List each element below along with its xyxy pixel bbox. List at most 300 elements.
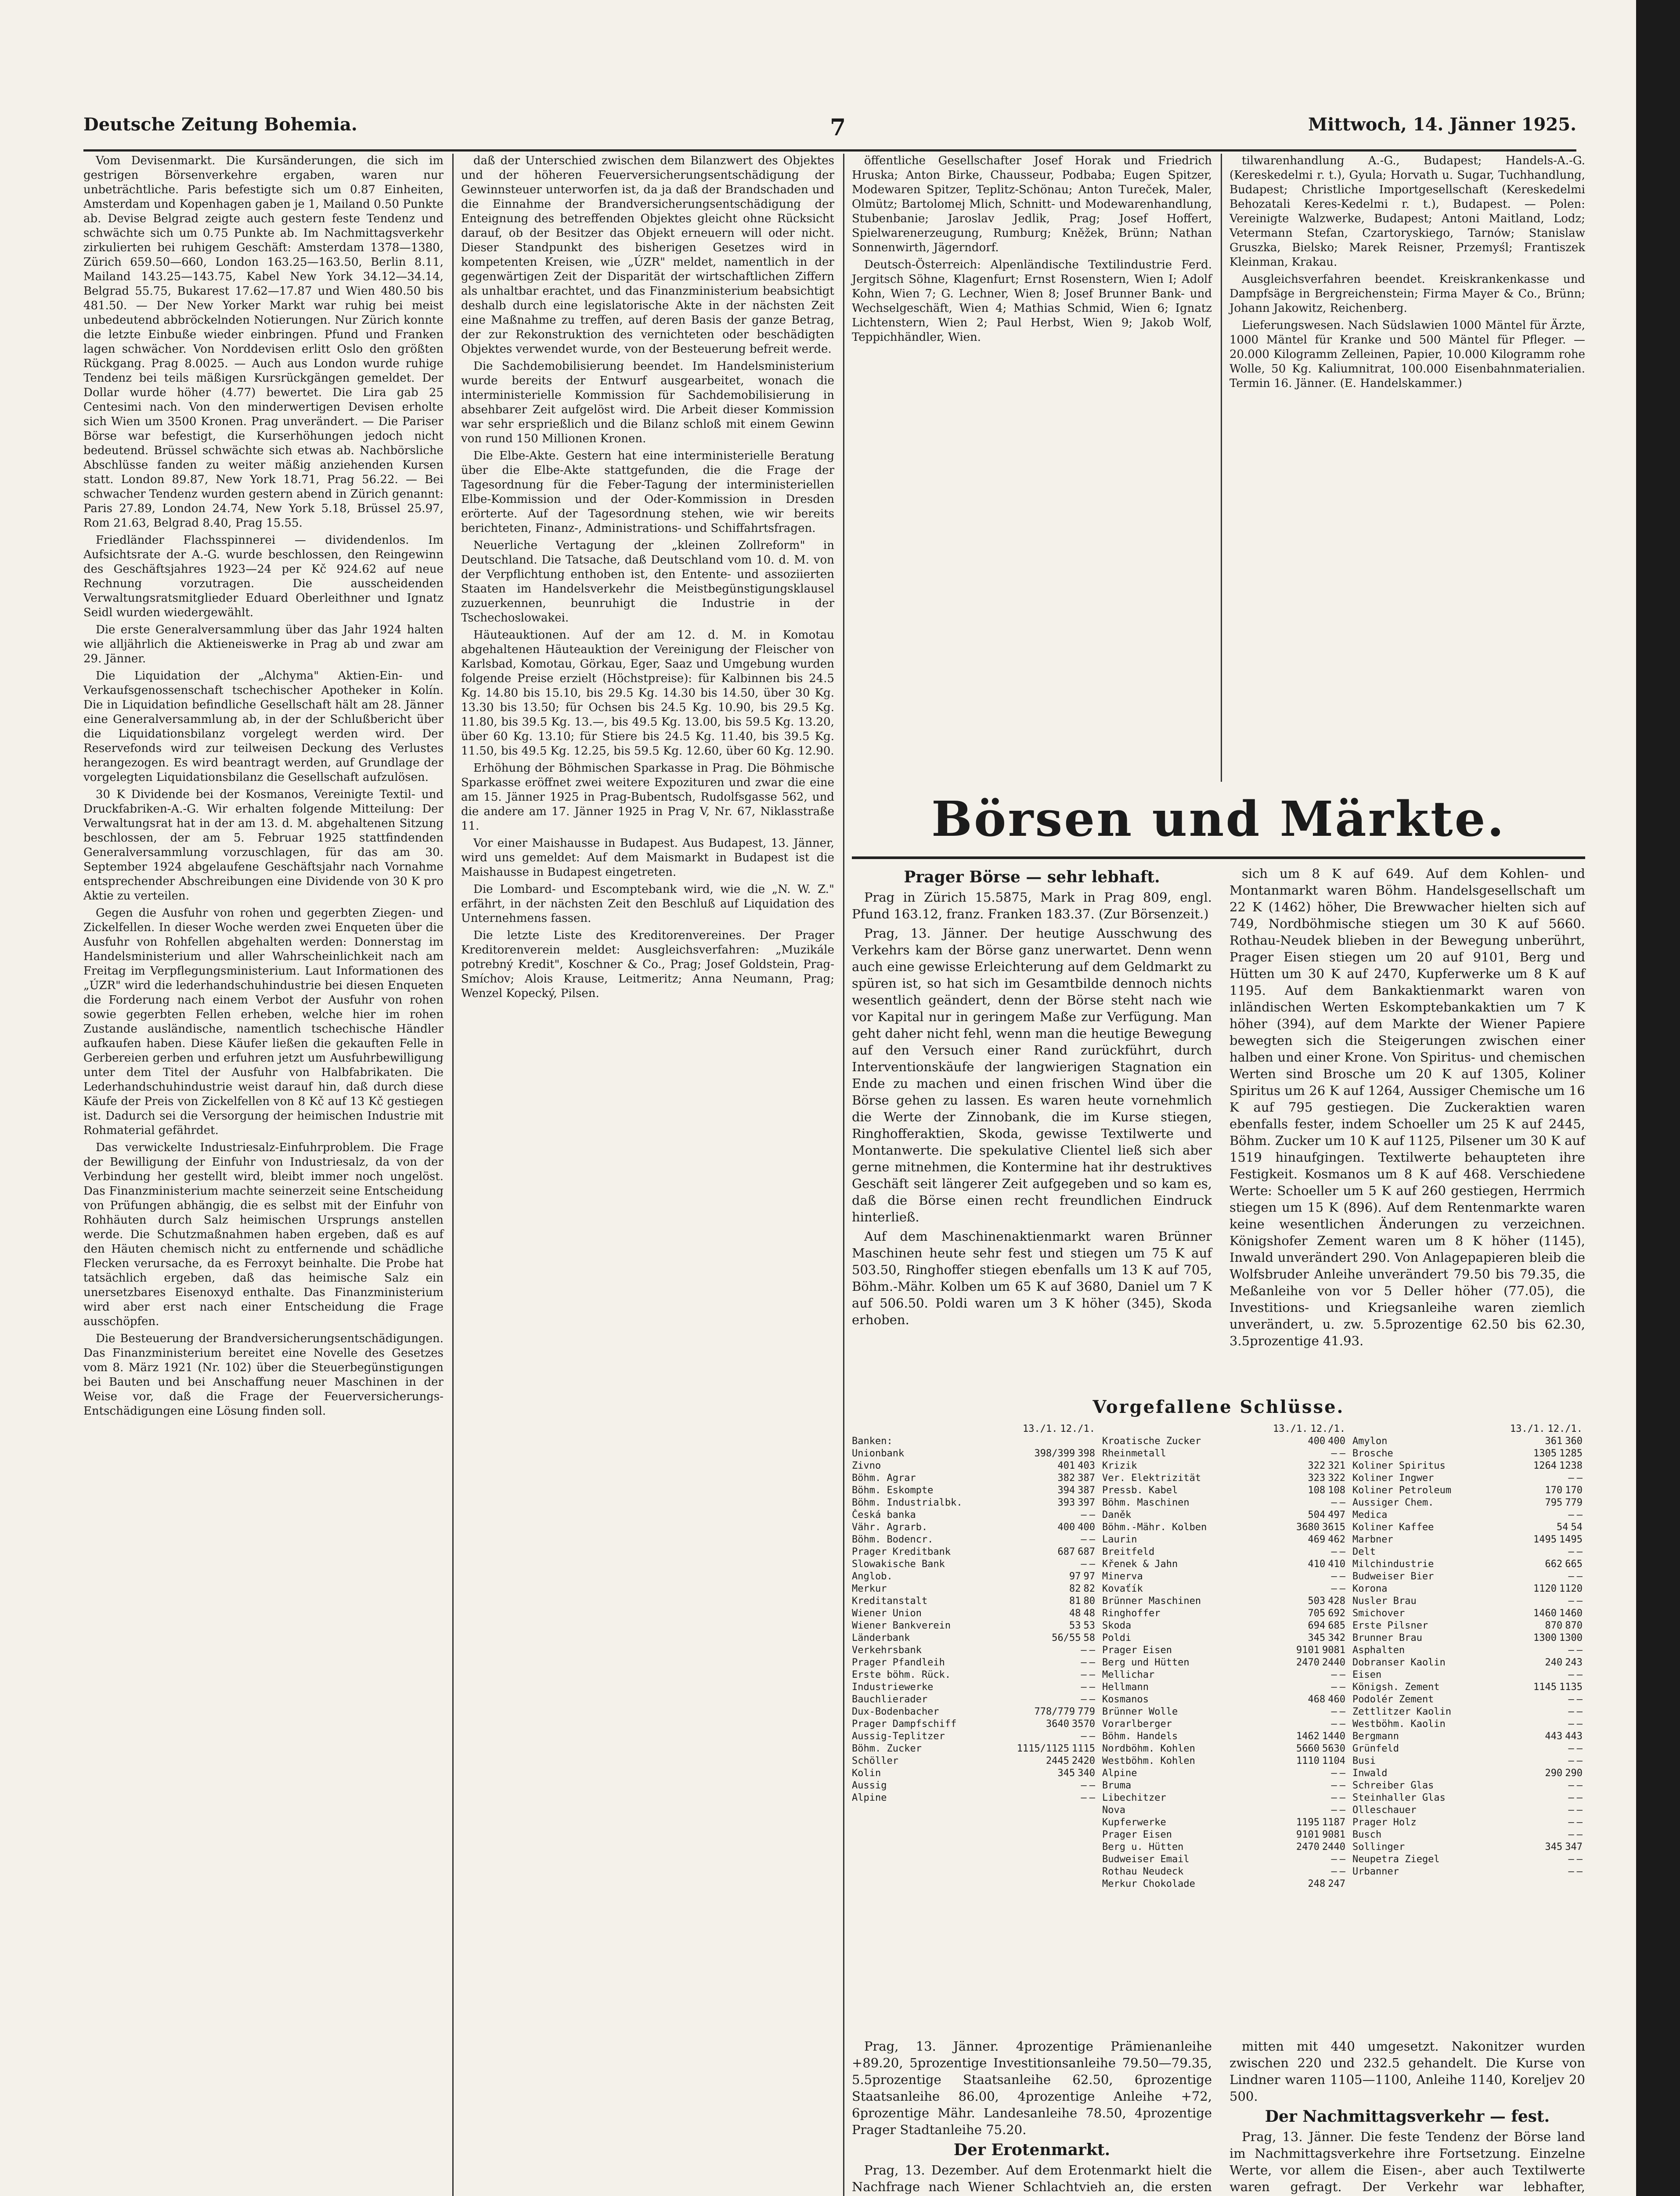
stock-name: Banken: — [852, 1436, 893, 1447]
quotes-table-1 — [852, 1423, 1098, 1804]
stock-quote: 56/55 — [1052, 1633, 1081, 1643]
stock-quote: 5660 — [1296, 1743, 1320, 1754]
stock-name: Ringhoffer — [1102, 1608, 1161, 1619]
stock-quote: 687 — [1078, 1546, 1095, 1557]
stock-quote: — — [1568, 1829, 1574, 1840]
stock-quote: — — [1089, 1559, 1095, 1570]
stock-name: Anglob. — [852, 1571, 893, 1582]
table-row — [1102, 1435, 1348, 1448]
stock-quote: — — [1576, 1829, 1583, 1840]
article-deutsch-oesterreich: Deutsch-Österreich: Alpenländische Textilindustrie Ferd. Jergitsch Söhne, Klagenfurt; Ernst Rosenstern, Wien I; Adolf Kohn, Wien 7; G. Lechner, Wien 8; Josef Brunner Bank- und Wechselgeschäft, Wien 4; Mathias Schmid, Wien 6; Ignatz Lichtenstern, Wien 2; Paul Herbst, Wien 9; Jakob Wolf, Teppichhändler, Wien. — [852, 258, 1212, 344]
stock-name: Aussig-Teplitzer — [852, 1731, 945, 1742]
table-title: Vorgefallene Schlüsse. — [1092, 1397, 1345, 1417]
stock-name: Pressb. Kabel — [1102, 1485, 1178, 1496]
table-row — [1102, 1817, 1348, 1829]
stock-quote: — — [1339, 1669, 1345, 1680]
stock-quote: — — [1339, 1706, 1345, 1717]
stock-quote: — — [1331, 1546, 1337, 1557]
stock-quote: — — [1576, 1755, 1583, 1766]
stock-quote: — — [1089, 1510, 1095, 1521]
stock-name: Ver. Elektrizität — [1102, 1473, 1201, 1484]
table-row — [1352, 1448, 1585, 1460]
article-escomptebank: Die Lombard- und Escomptebank wird, wie die „N. W. Z." erfährt, in der nächsten Zeit den Beschluß auf Liquidation des Unternehmens fassen. — [461, 883, 834, 925]
article-haeuteauktionen: Häuteauktionen. Auf der am 12. d. M. in Komotau abgehaltenen Häuteauktion der Vereinigung der Fleischer von Karlsbad, Komotau, Görkau, Eger, Saaz und Umgebung wurden folgende Preise erzielt (Höchstpreise): für Kalbinnen bis 24.5 Kg. 14.80 bis 15.10, bis 29.5 Kg. 14.30 bis 14.50, über 30 Kg. 13.30 bis 13.50; für Ochsen bis 24.5 Kg. 10.90, bis 29.5 Kg. 11.80, bis 39.5 Kg. 13.—, bis 49.5 Kg. 13.00, bis 59.5 Kg. 13.20, über 60 Kg. 13.10; für Stiere bis 24.5 Kg. 11.40, bis 39.5 Kg. 11.50, bis 49.5 Kg. 12.25, bis 59.5 Kg. 12.60, über 60 Kg. 12.90. — [461, 628, 834, 758]
stock-name: Schöller — [852, 1755, 898, 1766]
stock-quote: 2470 — [1296, 1842, 1320, 1853]
table-row — [852, 1595, 1098, 1607]
table-row — [1352, 1718, 1585, 1730]
table-row — [852, 1571, 1098, 1583]
stock-quote: — — [1331, 1571, 1337, 1582]
stock-quote: 468 — [1308, 1694, 1326, 1705]
header-date: 12./1. — [1060, 1423, 1095, 1434]
table-header — [1102, 1423, 1348, 1435]
column-rule — [843, 154, 844, 2196]
stock-quote: — — [1089, 1780, 1095, 1791]
stock-name: Bruma — [1102, 1780, 1132, 1791]
table-row — [1352, 1657, 1585, 1669]
stock-name: Brünner Maschinen — [1102, 1596, 1201, 1607]
table-row — [852, 1681, 1098, 1694]
table-row — [852, 1755, 1098, 1767]
stock-name: Kosmanos — [1102, 1694, 1149, 1705]
stock-name: Böhm. Eskompte — [852, 1485, 934, 1496]
stock-quote: — — [1081, 1657, 1087, 1668]
header-date: Mittwoch, 14. Jänner 1925. — [1308, 114, 1576, 135]
table-row — [1102, 1632, 1348, 1644]
stock-name: Budweiser Email — [1102, 1854, 1190, 1865]
stock-quote: 9081 — [1322, 1829, 1345, 1840]
stock-quote: — — [1331, 1792, 1337, 1803]
stock-quote: 662 — [1545, 1559, 1563, 1570]
stock-name: Berg und Hütten — [1102, 1657, 1190, 1668]
stock-name: Nova — [1102, 1805, 1125, 1816]
stock-name: Merkur Chokolade — [1102, 1878, 1195, 1889]
header-date: 12./1. — [1310, 1423, 1345, 1434]
stock-quote: 685 — [1328, 1620, 1345, 1631]
table-row — [1352, 1484, 1585, 1497]
stock-quote: 1460 — [1533, 1608, 1557, 1619]
table-row — [852, 1718, 1098, 1730]
table-row — [1102, 1755, 1348, 1767]
stock-name: Schreiber Glas — [1352, 1780, 1434, 1791]
stock-name: Kupferwerke — [1102, 1817, 1166, 1828]
stock-name: Busch — [1352, 1829, 1382, 1840]
table-row — [1352, 1620, 1585, 1632]
stock-name: Wiener Bankverein — [852, 1620, 951, 1631]
stock-name: Wiener Union — [852, 1608, 922, 1619]
stock-quote: — — [1331, 1768, 1337, 1779]
header-blank — [1352, 1423, 1510, 1435]
article-flachsspinnerei: Friedländer Flachsspinnerei — dividendenlos. Im Aufsichtsrate der A.-G. wurde beschlossen, den Reingewinn des Geschäftsjahres 1923—24 per Kč 924.62 auf neue Rechnung vorzutragen. Die ausscheidenden Verwaltungsratsmitglieder Eduard Oberleithner und Ignatz Seidl wurden wiedergewählt. — [83, 534, 443, 619]
table-row — [852, 1521, 1098, 1534]
column-rule — [1221, 154, 1222, 782]
table-header — [1352, 1423, 1585, 1435]
stock-quote: 322 — [1328, 1473, 1345, 1484]
stock-name: Nordböhm. Kohlen — [1102, 1743, 1195, 1754]
table-row — [1102, 1509, 1348, 1521]
stock-quote: 1460 — [1559, 1608, 1583, 1619]
table-row — [1352, 1804, 1585, 1817]
stock-quote: 2440 — [1322, 1657, 1345, 1668]
article-ausgleich-list: öffentliche Gesellschafter Josef Horak und Friedrich Hruska; Anton Birke, Chausseur, Podbaba; Eugen Spitzer, Modewaren Spitzer, Teplitz-Schönau; Anton Tureček, Maler, Olmütz; Bartolomej Mlich, Schnitt- und Modewarenhandlung, Stubenbanie; Jaroslav Jedlik, Prag; Josef Hoffert, Spielwarenerzeugung, Rumburg; Kněžek, Brünn; Nathan Sonnenwirth, Jägerndorf. — [852, 154, 1212, 254]
table-row — [1352, 1558, 1585, 1571]
table-row — [852, 1448, 1098, 1460]
boerse-rates: Prag in Zürich 15.5875, Mark in Prag 809, engl. Pfund 163.12, franz. Franken 183.37. (Zur Börsenzeit.) — [852, 890, 1212, 921]
stock-quote: 428 — [1328, 1596, 1345, 1607]
stock-quote: 1120 — [1559, 1583, 1583, 1594]
stock-name: Aussig — [852, 1780, 887, 1791]
stock-quote: — — [1576, 1510, 1583, 1521]
stock-quote: — — [1339, 1768, 1345, 1779]
stock-quote: — — [1339, 1805, 1345, 1816]
stock-quote: 9081 — [1322, 1645, 1345, 1656]
stock-quote: 462 — [1328, 1534, 1345, 1545]
table-row — [1102, 1472, 1348, 1484]
stock-name: Rothau Neudeck — [1102, 1866, 1184, 1877]
quotes-table-3 — [1352, 1423, 1585, 1878]
header-blank — [1102, 1423, 1273, 1435]
table-row — [852, 1644, 1098, 1657]
stock-name: Vähr. Agrarb. — [852, 1522, 928, 1533]
erotenmarkt-heading: Der Erotenmarkt. — [953, 2141, 1110, 2159]
stock-quote: 342 — [1328, 1633, 1345, 1643]
article-kosmanos: 30 K Dividende bei der Kosmanos, Vereinigte Textil- und Druckfabriken-A.-G. Wir erhalten folgende Mitteilung: Der Verwaltungsrat hat in der am 13. d. M. abgehaltenen Sitzung beschlossen, der am 5. Februar 1925 stattfindenden Generalversammlung vorzuschlagen, für das am 30. September 1924 abgelaufene Geschäftsjahr nach Vornahme entsprechender Abschreibungen eine Dividende von 30 K pro Aktie zu verteilen. — [83, 788, 443, 903]
table-row — [1352, 1571, 1585, 1583]
stock-name: Sollinger — [1352, 1842, 1405, 1853]
stock-name: Rheinmetall — [1102, 1448, 1166, 1459]
scan-edge — [1636, 0, 1680, 2196]
stock-quote: 240 — [1545, 1657, 1563, 1668]
stock-quote: — — [1339, 1792, 1345, 1803]
stock-quote: — — [1331, 1706, 1337, 1717]
table-row — [1352, 1607, 1585, 1620]
table-row — [1102, 1484, 1348, 1497]
stock-quote: — — [1576, 1854, 1583, 1865]
stock-quote: — — [1568, 1510, 1574, 1521]
stock-quote: — — [1576, 1596, 1583, 1607]
table-row — [1102, 1841, 1348, 1853]
stock-quote: — — [1568, 1854, 1574, 1865]
stock-quote: 504 — [1308, 1510, 1326, 1521]
article-zickelfelle: Gegen die Ausfuhr von rohen und gegerbten Ziegen- und Zickelfellen. In dieser Woche werden zwei Enqueten über die Ausfuhr von Rohfellen abgehalten werden: Donnerstag im Handelsministerium und aller Wahrscheinlichkeit nach am Freitag im Verpflegungsministerium. Laut Informationen des „ÚZR" wird die lederhandschuhindustrie bei diesen Enqueten die Forderung nach einem Verbot der Ausfuhr von rohen sowie gegerbten Fellen erheben, welche hier im rohen Zustande ausländische, namentlich tschechische Händler aufkaufen haben. Diese Käufer ließen die gekauften Felle in Gerbereien gerben und erfuhren jetzt um Ausfuhrbewilligung unter dem Titel der Ausfuhr von Halbfabrikaten. Die Lederhandschuhindustrie weist darauf hin, daß durch diese Käufe der Preis von Zickelfellen von 8 Kč auf 13 Kč gestiegen ist. Dadurch sei die Versorgung der heimischen Industrie mit Rohmaterial gefährdet. — [83, 907, 443, 1137]
stock-quote: 393 — [1057, 1497, 1075, 1508]
stock-quote: 870 — [1545, 1620, 1563, 1631]
stock-quote: — — [1081, 1669, 1087, 1680]
table-row — [1102, 1669, 1348, 1681]
stock-quote: — — [1339, 1866, 1345, 1877]
table-row — [1102, 1657, 1348, 1669]
stock-quote: — — [1331, 1669, 1337, 1680]
stock-quote: 322 — [1308, 1460, 1326, 1471]
header-date: 13./1. — [1273, 1423, 1308, 1434]
stock-quote: 1120 — [1533, 1583, 1557, 1594]
stock-quote: 403 — [1078, 1460, 1095, 1471]
stock-quote: 778/779 — [1034, 1706, 1075, 1717]
stock-quote: 779 — [1078, 1706, 1095, 1717]
stock-quote: 694 — [1308, 1620, 1326, 1631]
stock-quote: — — [1576, 1743, 1583, 1754]
stock-quote: 779 — [1565, 1497, 1583, 1508]
table-row — [1352, 1521, 1585, 1534]
stock-name: Bergmann — [1352, 1731, 1399, 1742]
stock-quote: — — [1568, 1645, 1574, 1656]
table-row — [1352, 1497, 1585, 1509]
article-maishausse: Vor einer Maishausse in Budapest. Aus Budapest, 13. Jänner, wird uns gemeldet: Auf dem Maismarkt in Budapest ist die Maishausse in Budapest eingetreten. — [461, 837, 834, 879]
table-row — [1102, 1448, 1348, 1460]
stock-name: Prager Holz — [1352, 1817, 1417, 1828]
article-sachdemobilisierung: Die Sachdemobilisierung beendet. Im Handelsministerium wurde bereits der Entwurf ausgearbeitet, wonach die interministerielle Kommission für Sachdemobilisierung in absehbarer Zeit aufgelöst wird. Die Arbeit dieser Kommission war sehr ersprießlich und die Bilanz schloß mit einem Gewinn von rund 150 Millionen Kronen. — [461, 360, 834, 445]
table-row — [852, 1558, 1098, 1571]
stock-name: Verkehrsbank — [852, 1645, 922, 1656]
stock-quote: — — [1081, 1510, 1087, 1521]
stock-quote: — — [1576, 1792, 1583, 1803]
table-row — [1352, 1681, 1585, 1694]
stock-quote — [1095, 1435, 1098, 1448]
stock-quote: — — [1089, 1669, 1095, 1680]
nachmittag-report: Prag, 13. Jänner. Die feste Tendenz der Börse land im Nachmittagsverkehre ihre Fortsetzung. Einzelne Werte, vor allem die Eisen-, aber auch Textilwerte waren gefragt. Der Verkehr war lebhafter, — [1229, 2129, 1585, 2194]
stock-name: Böhm. Industrialbk. — [852, 1497, 963, 1508]
table-row — [852, 1694, 1098, 1706]
stock-quote: — — [1576, 1805, 1583, 1816]
stock-quote: 5630 — [1322, 1743, 1345, 1754]
below-table-right — [1229, 2038, 1585, 2196]
article-alchyma: Die Liquidation der „Alchyma" Aktien-Ein- und Verkaufsgenossenschaft tschechischer Apotheker in Kolín. Die in Liquidation befindliche Gesellschaft hält am 28. Jänner eine Generalversammlung ab, in der der Schlußbericht über die Liquidationsbilanz vorgelegt werden wird. Der Reservefonds wird zur teilweisen Deckung des Verlustes herangezogen. Es wird beantragt werden, auf Grundlage der vorgelegten Liquidationsbilanz die Gesellschaft aufzulösen. — [83, 669, 443, 784]
column-1 — [83, 154, 443, 1421]
stock-quote: 347 — [1565, 1842, 1583, 1853]
stock-name: Slowakische Bank — [852, 1559, 945, 1570]
stock-quote: 397 — [1078, 1497, 1095, 1508]
section-heading: Börsen und Märkte. — [931, 791, 1506, 847]
stock-quote: — — [1568, 1669, 1574, 1680]
stock-quote: — — [1089, 1645, 1095, 1656]
article-generalversammlung: Die erste Generalversammlung über das Jahr 1924 halten wie alljährlich die Aktieneiswerke in Prag ab und zwar am 29. Jänner. — [83, 623, 443, 665]
stock-quote: 321 — [1328, 1460, 1345, 1471]
stock-quote: 48 — [1069, 1608, 1081, 1619]
table-row — [852, 1792, 1098, 1804]
header-blank — [852, 1423, 1023, 1435]
stock-name: Prager Eisen — [1102, 1645, 1172, 1656]
stock-quote: — — [1081, 1792, 1087, 1803]
stock-quote: 97 — [1069, 1571, 1081, 1582]
article-kreditorenverein: Die letzte Liste des Kreditorenvereines. Der Prager Kreditorenverein meldet: Ausgleichsverfahren: „Muzikále potrebný Kredit", Koschner & Co., Prag; Josef Goldstein, Prag-Smíchov; Alois Krause, Leitmeritz; Anna Neumann, Prag; Wenzel Kopecký, Pilsen. — [461, 929, 834, 1000]
stock-name: Dobranser Kaolin — [1352, 1657, 1446, 1668]
table-row — [1102, 1866, 1348, 1878]
stock-name: Prager Dampfschiff — [852, 1719, 957, 1730]
stock-quote: 345 — [1545, 1842, 1563, 1853]
table-row — [1352, 1755, 1585, 1767]
stock-name: Laurin — [1102, 1534, 1137, 1545]
stock-quote: — — [1568, 1571, 1574, 1582]
table-row — [1102, 1583, 1348, 1595]
stock-quote: — — [1331, 1780, 1337, 1791]
article-lieferungswesen: Lieferungswesen. Nach Südslawien 1000 Mäntel für Ärzte, 1000 Mäntel für Kranke und 500 Mäntel für Pfleger. — 20.000 Kilogramm Zelleinen, Papier, 10.000 Kilogramm rohe Wolle, 50 Kg. Kaliumnitrat, 100.000 Eisenbahnmaterialien. Termin 16. Jänner. (E. Handelskammer.) — [1229, 319, 1585, 390]
stock-quote: 58 — [1083, 1633, 1095, 1643]
stock-quote: 345 — [1057, 1768, 1075, 1779]
stock-quote: 3640 — [1046, 1719, 1070, 1730]
column-rule — [452, 154, 454, 2196]
stock-name: Königsh. Zement — [1352, 1682, 1440, 1693]
table-row — [852, 1620, 1098, 1632]
stock-quote: 382 — [1057, 1473, 1075, 1484]
stock-quote: 170 — [1565, 1485, 1583, 1496]
stock-quote: 48 — [1083, 1608, 1095, 1619]
table-row — [1352, 1460, 1585, 1472]
stock-quote: 443 — [1565, 1731, 1583, 1742]
stock-quote: 1285 — [1559, 1448, 1583, 1459]
table-row — [1102, 1497, 1348, 1509]
header-date: 12./1. — [1547, 1423, 1583, 1434]
stock-name: Alpine — [1102, 1768, 1137, 1779]
stock-quote: — — [1089, 1657, 1095, 1668]
stock-quote: 410 — [1328, 1559, 1345, 1570]
table-row — [1102, 1767, 1348, 1780]
stock-quote: — — [1568, 1866, 1574, 1877]
stock-quote: 870 — [1565, 1620, 1583, 1631]
stock-quote: 3570 — [1072, 1719, 1095, 1730]
boerse-maschinen: Auf dem Maschinenaktienmarkt waren Brünner Maschinen heute sehr fest und stiegen um 75 K auf 503.50, Ringhoffer stiegen ebenfalls um 13 K auf 705, Böhm.-Mähr. Kolben um 65 K auf 3680, Daniel um 7 K auf 506.50. Poldi waren um 3 K höher (345), Skoda erhoben. — [852, 1229, 1212, 1327]
table-row — [1352, 1743, 1585, 1755]
markt-continued: mitten mit 440 umgesetzt. Nakonitzer wurden zwischen 220 und 232.5 gehandelt. Die Kurse von Lindner waren 1105—1100, Anleihe 1140, Koreljev 20 500. — [1229, 2039, 1585, 2104]
stock-name: Kreditanstalt — [852, 1596, 928, 1607]
stock-quote: 9101 — [1296, 1645, 1320, 1656]
stock-name: Steinhaller Glas — [1352, 1792, 1446, 1803]
stock-quote: 469 — [1308, 1534, 1326, 1545]
stock-name: Zettlitzer Kaolin — [1352, 1706, 1452, 1717]
stock-name: Zivno — [852, 1460, 881, 1471]
stock-quote: 705 — [1308, 1608, 1326, 1619]
stock-quote: — — [1339, 1571, 1345, 1582]
stock-quote: — — [1331, 1497, 1337, 1508]
stock-name: Koliner Spiritus — [1352, 1460, 1446, 1471]
stock-name: Asphalten — [1352, 1645, 1405, 1656]
stock-quote: — — [1089, 1682, 1095, 1693]
table-row — [852, 1743, 1098, 1755]
table-row — [1102, 1878, 1348, 1890]
stock-quote: — — [1568, 1817, 1574, 1828]
stock-quote: — — [1568, 1780, 1574, 1791]
article-sparkasse: Erhöhung der Böhmischen Sparkasse in Prag. Die Böhmische Sparkasse eröffnet zwei weitere Expozituren und zwar die eine am 15. Jänner 1925 in Prag-Bubentsch, Rudolfsgasse 562, und die andere am 17. Jänner 1925 in Prag V, Nr. 67, Niklasstraße 11. — [461, 762, 834, 833]
table-row — [1352, 1792, 1585, 1804]
stock-quote: — — [1331, 1854, 1337, 1865]
table-row — [1102, 1620, 1348, 1632]
stock-quote: 54 — [1557, 1522, 1568, 1533]
stock-name: Brosche — [1352, 1448, 1393, 1459]
stock-quote: — — [1568, 1719, 1574, 1730]
stock-quote: 497 — [1328, 1510, 1345, 1521]
table-row — [1352, 1632, 1585, 1644]
column-4-top — [1229, 154, 1585, 394]
stock-quote: — — [1339, 1719, 1345, 1730]
stock-quote: — — [1576, 1645, 1583, 1656]
stock-name: Prager Pfandleih — [852, 1657, 945, 1668]
stock-quote: — — [1576, 1473, 1583, 1484]
stock-quote: 1115/1125 — [1017, 1743, 1070, 1754]
table-row — [852, 1706, 1098, 1718]
stock-quote: — — [1576, 1694, 1583, 1705]
stock-quote: 687 — [1057, 1546, 1075, 1557]
stock-name: Marbner — [1352, 1534, 1393, 1545]
stock-quote: 460 — [1328, 1694, 1345, 1705]
stock-quote: — — [1568, 1473, 1574, 1484]
page-number: 7 — [830, 114, 846, 141]
table-row — [1352, 1669, 1585, 1681]
stock-name: Nusler Brau — [1352, 1596, 1417, 1607]
stock-name: Grünfeld — [1352, 1743, 1399, 1754]
stock-name: Vorarlberger — [1102, 1719, 1172, 1730]
stock-quote: 443 — [1545, 1731, 1563, 1742]
stock-quote: — — [1339, 1448, 1345, 1459]
stock-quote: — — [1339, 1854, 1345, 1865]
table-row — [1102, 1521, 1348, 1534]
table-row — [1352, 1767, 1585, 1780]
table-header — [852, 1423, 1098, 1435]
stock-quote: — — [1081, 1682, 1087, 1693]
stock-quote: — — [1331, 1805, 1337, 1816]
stock-quote: — — [1081, 1731, 1087, 1742]
below-table-left — [852, 2038, 1212, 2196]
stock-name: Minerva — [1102, 1571, 1143, 1582]
stock-quote: — — [1339, 1583, 1345, 1594]
stock-quote: 108 — [1328, 1485, 1345, 1496]
table-row — [852, 1607, 1098, 1620]
table-row — [852, 1484, 1098, 1497]
stock-quote: 290 — [1565, 1768, 1583, 1779]
stock-quote: — — [1576, 1706, 1583, 1717]
stock-name: Česká banka — [852, 1510, 916, 1521]
stock-name: Hellmann — [1102, 1682, 1149, 1693]
stock-quote: — — [1081, 1694, 1087, 1705]
stock-quote: — — [1576, 1571, 1583, 1582]
article-ausgleich-beendet: Ausgleichsverfahren beendet. Kreiskrankenkasse und Dampfsäge in Bergreichenstein; Firma Mayer & Co., Brünn; Johann Jakowitz, Reichenberg. — [1229, 273, 1585, 315]
stock-quote: — — [1089, 1534, 1095, 1545]
stock-quote: 170 — [1545, 1485, 1563, 1496]
stock-name: Prager Eisen — [1102, 1829, 1172, 1840]
stock-name: Böhm. Maschinen — [1102, 1497, 1190, 1508]
table-row — [1352, 1841, 1585, 1853]
stock-quote: 323 — [1308, 1473, 1326, 1484]
stock-name: Korona — [1352, 1583, 1388, 1594]
table-row — [1352, 1829, 1585, 1841]
stock-quote: — — [1339, 1546, 1345, 1557]
stock-name: Poldi — [1102, 1633, 1132, 1643]
stock-name: Unionbank — [852, 1448, 905, 1459]
stock-name: Koliner Petroleum — [1352, 1485, 1452, 1496]
stock-name: Breitfeld — [1102, 1546, 1155, 1557]
table-row — [852, 1780, 1098, 1792]
table-row — [852, 1497, 1098, 1509]
stock-quote: 1495 — [1533, 1534, 1557, 1545]
table-row — [852, 1767, 1098, 1780]
stock-name: Dux-Bodenbacher — [852, 1706, 939, 1717]
stock-quote: — — [1089, 1792, 1095, 1803]
stock-name: Budweiser Bier — [1352, 1571, 1434, 1582]
table-row — [1352, 1595, 1585, 1607]
stock-quote: 54 — [1571, 1522, 1583, 1533]
table-row — [1102, 1829, 1348, 1841]
stock-name: Neupetra Ziegel — [1352, 1854, 1440, 1865]
stock-name: Koliner Kaffee — [1352, 1522, 1434, 1533]
table-row — [1102, 1595, 1348, 1607]
table-row — [1102, 1681, 1348, 1694]
stock-quote: — — [1081, 1534, 1087, 1545]
stock-quote: — — [1568, 1792, 1574, 1803]
stock-quote: 1104 — [1322, 1755, 1345, 1766]
stock-name: Krizik — [1102, 1460, 1137, 1471]
stock-quote: — — [1568, 1805, 1574, 1816]
stock-name: Brunner Brau — [1352, 1633, 1422, 1643]
table-row — [1102, 1706, 1348, 1718]
